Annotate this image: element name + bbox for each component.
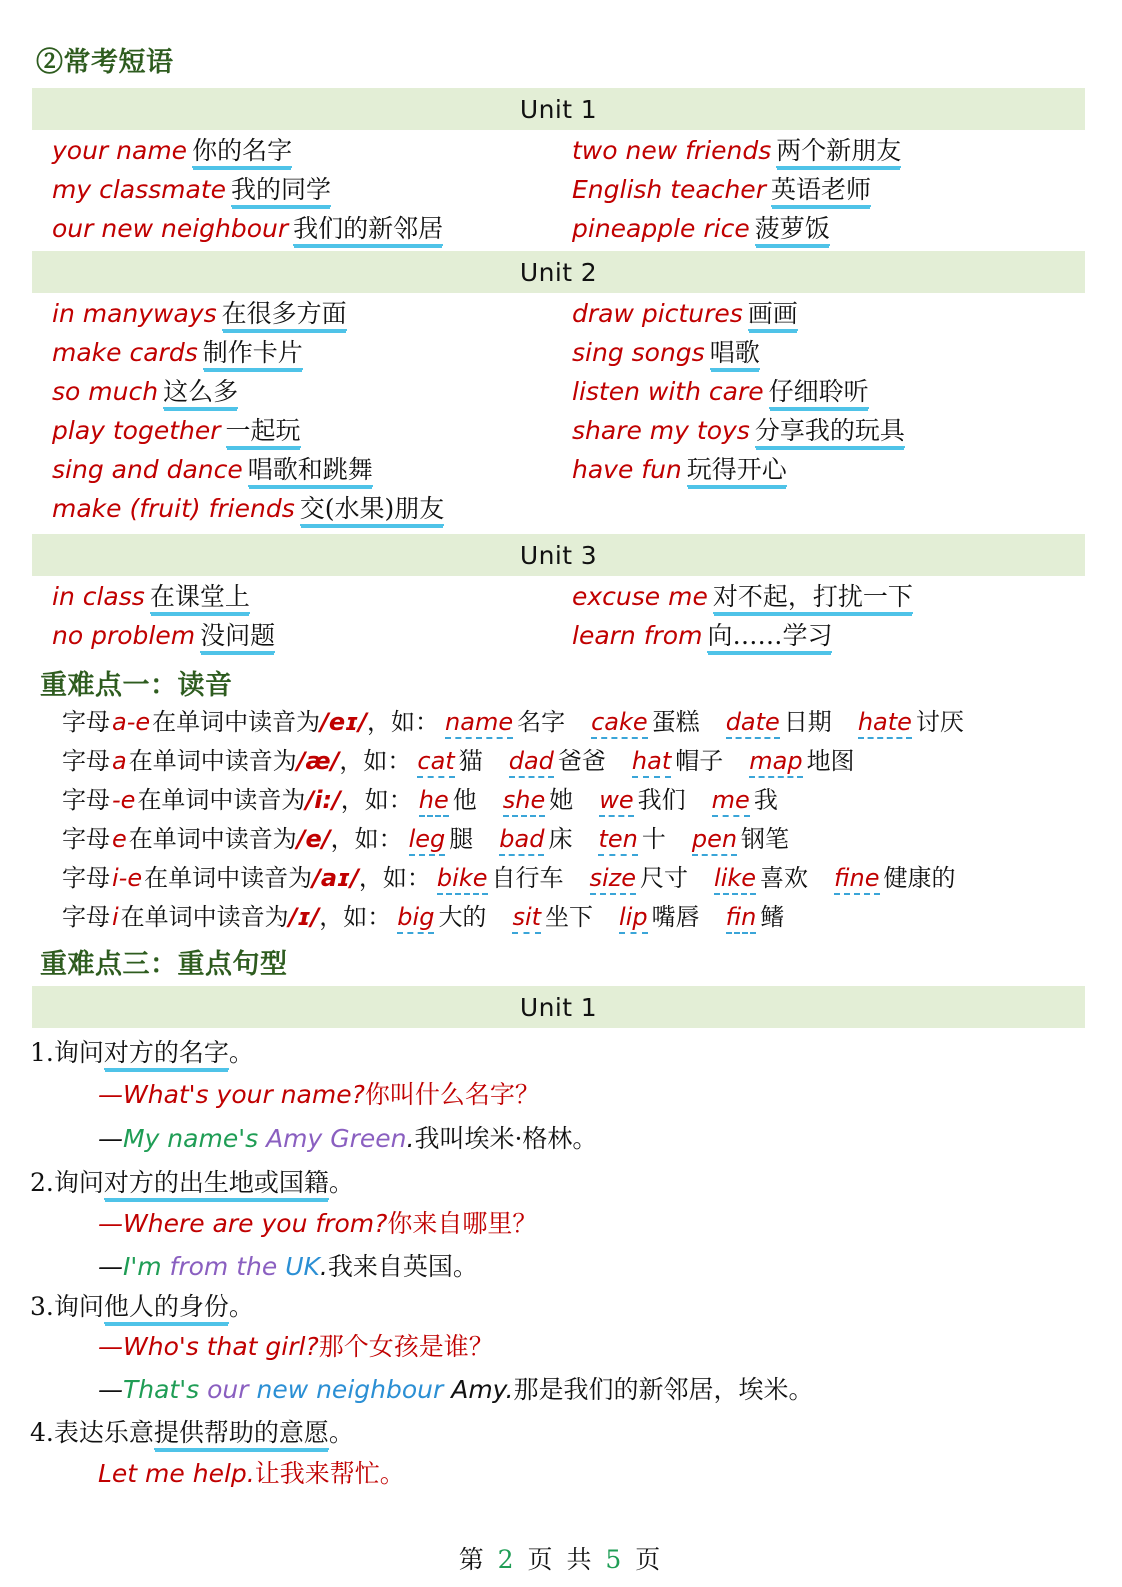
pattern-english-part: That's bbox=[123, 1375, 208, 1404]
phrase-chinese: 两个新朋友 bbox=[776, 136, 901, 168]
pattern-english: Let me help. bbox=[98, 1459, 255, 1488]
pron-example-meaning: 喜欢 bbox=[760, 864, 809, 892]
phrase-english: no problem bbox=[52, 621, 196, 650]
pron-example-word: lip bbox=[619, 903, 648, 934]
pron-example-meaning: 她 bbox=[549, 786, 574, 814]
pron-example-word: map bbox=[749, 747, 802, 778]
phrase-item bbox=[572, 623, 832, 649]
phrase-chinese: 交(水果)朋友 bbox=[300, 494, 445, 526]
phrase-item bbox=[572, 379, 869, 405]
pattern-chinese: 你来自哪里？ bbox=[387, 1209, 538, 1238]
pattern-title-pre: 询问 bbox=[53, 1292, 104, 1321]
pron-example-word: sit bbox=[512, 903, 541, 934]
pron-lead: 字母 bbox=[62, 825, 110, 853]
section-heading-patterns: 重难点三：重点句型 bbox=[40, 949, 288, 980]
phrase-item bbox=[52, 340, 303, 366]
phrase-chinese: 画画 bbox=[748, 299, 798, 331]
phrase-english: so much bbox=[52, 377, 159, 406]
pron-example-word: he bbox=[419, 786, 449, 817]
pron-lead: 字母 bbox=[62, 786, 110, 814]
pron-example bbox=[417, 749, 482, 773]
pattern-chinese: 那个女孩是谁？ bbox=[318, 1332, 494, 1361]
pron-example-word: bike bbox=[437, 864, 488, 895]
unit-band-1 bbox=[32, 88, 1085, 130]
unit-band-patterns bbox=[32, 986, 1085, 1028]
pron-example-meaning: 我 bbox=[753, 786, 778, 814]
pron-mid: 在单词中读音为 bbox=[144, 864, 313, 892]
pattern-title-pre: 询问 bbox=[53, 1168, 104, 1197]
phrase-chinese: 这么多 bbox=[163, 377, 238, 409]
pattern-english-part: our bbox=[207, 1375, 257, 1404]
pron-example-meaning: 帽子 bbox=[675, 747, 724, 775]
page-footer bbox=[0, 1540, 1122, 1576]
section-heading-pronunciation: 重难点一：读音 bbox=[40, 670, 233, 701]
pattern-title-pre: 表达乐意 bbox=[53, 1418, 154, 1447]
phrase-item bbox=[572, 216, 830, 242]
pron-example-word: like bbox=[714, 864, 756, 895]
unit-band-2 bbox=[32, 251, 1085, 293]
pron-ipa: /eɪ/ bbox=[320, 708, 368, 736]
pronunciation-rule bbox=[62, 710, 964, 734]
pron-example-word: hat bbox=[632, 747, 671, 778]
pron-example-meaning: 鳍 bbox=[760, 903, 785, 931]
pattern-english-part: . bbox=[505, 1375, 514, 1404]
phrase-item bbox=[52, 177, 331, 203]
phrase-chinese: 菠萝饭 bbox=[755, 214, 830, 246]
phrase-item bbox=[52, 584, 250, 610]
pattern-english-part: Amy bbox=[443, 1375, 506, 1404]
pron-mid: 在单词中读音为 bbox=[152, 708, 321, 736]
pron-example bbox=[591, 710, 700, 734]
pattern-dash: — bbox=[98, 1124, 123, 1153]
phrase-english: make cards bbox=[52, 338, 198, 367]
phrase-chinese: 制作卡片 bbox=[203, 338, 303, 370]
pron-ipa: /i:/ bbox=[305, 786, 341, 814]
pron-lead: 字母 bbox=[62, 747, 110, 775]
pron-example-word: dad bbox=[509, 747, 554, 778]
phrase-english: your name bbox=[52, 136, 188, 165]
pron-lead: 字母 bbox=[62, 708, 110, 736]
pron-example-meaning: 名字 bbox=[517, 708, 566, 736]
phrase-english: my classmate bbox=[52, 175, 227, 204]
pattern-title-post: 。 bbox=[328, 1418, 354, 1447]
pattern-english-part: UK bbox=[285, 1252, 320, 1281]
pron-example-word: we bbox=[599, 786, 633, 817]
pattern-title-post: 。 bbox=[228, 1038, 254, 1067]
pron-lead: 字母 bbox=[62, 864, 110, 892]
pron-example-meaning: 尺寸 bbox=[640, 864, 689, 892]
pron-example bbox=[726, 710, 832, 734]
unit-band-2-label: Unit 2 bbox=[519, 257, 598, 287]
pron-example-word: hate bbox=[858, 708, 912, 739]
phrase-chinese: 英语老师 bbox=[771, 175, 871, 207]
phrase-english: make (fruit) friends bbox=[52, 494, 295, 523]
pattern-chinese: 我叫埃米·格林。 bbox=[414, 1124, 598, 1153]
pattern-title-underlined: 对方的名字 bbox=[104, 1038, 229, 1070]
pronunciation-rule bbox=[62, 905, 784, 929]
pron-example-word: size bbox=[590, 864, 637, 895]
pattern-title-post: 。 bbox=[228, 1292, 254, 1321]
phrase-item bbox=[52, 138, 292, 164]
pron-example bbox=[590, 866, 689, 890]
phrase-chinese: 我们的新邻居 bbox=[293, 214, 443, 246]
pron-letter: e bbox=[112, 825, 127, 853]
pattern-title-underlined: 他人的身份 bbox=[104, 1292, 229, 1324]
pron-letter: -e bbox=[112, 786, 136, 814]
pron-example-meaning: 钢笔 bbox=[741, 825, 790, 853]
phrase-item bbox=[52, 496, 444, 522]
phrase-chinese: 在课堂上 bbox=[150, 582, 250, 614]
pattern-english-part: Amy Green bbox=[266, 1124, 407, 1153]
pron-example-meaning: 健康的 bbox=[883, 864, 956, 892]
pron-mid: 在单词中读音为 bbox=[120, 903, 289, 931]
pron-example bbox=[712, 788, 778, 812]
pron-example bbox=[437, 866, 564, 890]
pattern-dash: — bbox=[98, 1209, 123, 1238]
pron-example-word: bad bbox=[499, 825, 544, 856]
pron-example bbox=[834, 866, 955, 890]
pron-letter: i-e bbox=[112, 864, 143, 892]
pron-example bbox=[409, 827, 474, 851]
phrase-english: excuse me bbox=[572, 582, 708, 611]
phrase-item bbox=[572, 457, 787, 483]
pattern-statement bbox=[98, 1461, 405, 1486]
phrase-item bbox=[52, 457, 373, 483]
pron-letter: a-e bbox=[112, 708, 151, 736]
pron-example-meaning: 日期 bbox=[783, 708, 832, 736]
pron-example-meaning: 腿 bbox=[449, 825, 474, 853]
phrase-english: two new friends bbox=[572, 136, 772, 165]
pattern-english-part: new neighbour bbox=[256, 1375, 444, 1404]
pron-example-meaning: 嘴唇 bbox=[651, 903, 700, 931]
phrase-item bbox=[52, 216, 443, 242]
pronunciation-rule bbox=[62, 827, 789, 851]
pron-example bbox=[419, 788, 477, 812]
pron-example-meaning: 讨厌 bbox=[915, 708, 964, 736]
pron-example-meaning: 坐下 bbox=[545, 903, 594, 931]
phrase-english: our new neighbour bbox=[52, 214, 289, 243]
pattern-chinese: 那是我们的新邻居，埃米。 bbox=[513, 1375, 814, 1404]
phrase-english: in manyways bbox=[52, 299, 217, 328]
pron-example-word: cake bbox=[591, 708, 648, 739]
pron-example-word: date bbox=[726, 708, 780, 739]
phrase-item bbox=[572, 177, 871, 203]
pron-example-meaning: 自行车 bbox=[491, 864, 564, 892]
pron-sep: ，如： bbox=[367, 708, 440, 736]
footer-prefix: 第 bbox=[458, 1545, 487, 1574]
unit-band-patterns-label: Unit 1 bbox=[519, 992, 598, 1022]
phrase-chinese: 玩得开心 bbox=[687, 455, 787, 487]
pron-example-meaning: 蛋糕 bbox=[651, 708, 700, 736]
pron-example bbox=[445, 710, 565, 734]
pron-example-word: leg bbox=[409, 825, 446, 856]
phrase-english: listen with care bbox=[572, 377, 764, 406]
pron-mid: 在单词中读音为 bbox=[128, 825, 297, 853]
phrase-english: learn from bbox=[572, 621, 703, 650]
phrase-item bbox=[572, 584, 913, 610]
pattern-chinese: 我来自英国。 bbox=[327, 1252, 478, 1281]
pron-example-meaning: 猫 bbox=[458, 747, 483, 775]
pattern-title bbox=[30, 1294, 254, 1319]
pron-sep: ，如： bbox=[319, 903, 392, 931]
phrase-chinese: 你的名字 bbox=[192, 136, 292, 168]
footer-total-pages: 5 bbox=[605, 1545, 625, 1574]
pattern-dash: — bbox=[98, 1332, 123, 1361]
pattern-answer bbox=[98, 1126, 597, 1151]
phrase-english: have fun bbox=[572, 455, 682, 484]
pron-example-word: big bbox=[397, 903, 434, 934]
pattern-number: 1. bbox=[30, 1038, 54, 1067]
pron-ipa: /aɪ/ bbox=[312, 864, 359, 892]
pattern-title bbox=[30, 1040, 254, 1065]
pronunciation-rule bbox=[62, 749, 855, 773]
pattern-question bbox=[98, 1334, 494, 1359]
phrase-chinese: 我的同学 bbox=[231, 175, 331, 207]
pattern-title bbox=[30, 1170, 354, 1195]
phrase-chinese: 仔细聆听 bbox=[769, 377, 869, 409]
pron-letter: i bbox=[112, 903, 119, 931]
pattern-answer bbox=[98, 1254, 478, 1279]
unit-band-3-label: Unit 3 bbox=[519, 540, 598, 570]
phrase-item bbox=[572, 418, 905, 444]
pron-example-word: me bbox=[712, 786, 750, 817]
pattern-english-part: My name's bbox=[123, 1124, 267, 1153]
phrase-english: pineapple rice bbox=[572, 214, 750, 243]
phrase-chinese: 对不起，打扰一下 bbox=[713, 582, 913, 614]
pron-example bbox=[598, 827, 665, 851]
pattern-dash: — bbox=[98, 1080, 123, 1109]
pron-ipa: /æ/ bbox=[296, 747, 340, 775]
pattern-english-part: . bbox=[406, 1124, 415, 1153]
phrase-chinese: 分享我的玩具 bbox=[755, 416, 905, 448]
phrase-item bbox=[52, 379, 238, 405]
pron-example bbox=[726, 905, 785, 929]
pron-example bbox=[503, 788, 573, 812]
pron-example-word: fine bbox=[834, 864, 879, 895]
pron-example bbox=[512, 905, 593, 929]
pron-example-meaning: 我们 bbox=[637, 786, 686, 814]
pattern-title-underlined: 对方的出生地或国籍 bbox=[104, 1168, 329, 1200]
pattern-number: 4. bbox=[30, 1418, 54, 1447]
pron-example bbox=[692, 827, 789, 851]
phrase-english: share my toys bbox=[572, 416, 750, 445]
pattern-question bbox=[98, 1211, 537, 1236]
pron-example bbox=[619, 905, 700, 929]
pattern-dash: — bbox=[98, 1375, 123, 1404]
phrase-chinese: 没问题 bbox=[200, 621, 275, 653]
pron-example-word: name bbox=[445, 708, 513, 739]
pattern-english: Where are you from? bbox=[123, 1209, 388, 1238]
phrase-english: play together bbox=[52, 416, 221, 445]
footer-current-page: 2 bbox=[497, 1545, 517, 1574]
phrase-item bbox=[52, 301, 347, 327]
phrase-chinese: 在很多方面 bbox=[222, 299, 347, 331]
footer-mid: 页 共 bbox=[527, 1545, 595, 1574]
pron-mid: 在单词中读音为 bbox=[137, 786, 306, 814]
pron-sep: ，如： bbox=[339, 747, 412, 775]
phrase-english: sing songs bbox=[572, 338, 705, 367]
pron-example bbox=[397, 905, 486, 929]
pattern-english-part: I'm bbox=[123, 1252, 170, 1281]
phrase-item bbox=[52, 623, 275, 649]
pronunciation-rule bbox=[62, 788, 778, 812]
pron-example bbox=[599, 788, 685, 812]
pron-sep: ，如： bbox=[340, 786, 413, 814]
pron-example-meaning: 十 bbox=[641, 825, 666, 853]
phrase-chinese: 一起玩 bbox=[226, 416, 301, 448]
phrase-item bbox=[572, 138, 901, 164]
pattern-title-underlined: 提供帮助的意愿 bbox=[154, 1418, 329, 1450]
pron-example-word: ten bbox=[598, 825, 637, 856]
phrase-chinese: 唱歌和跳舞 bbox=[248, 455, 373, 487]
pattern-english: What's your name? bbox=[123, 1080, 365, 1109]
phrase-item bbox=[52, 418, 301, 444]
pattern-title-pre: 询问 bbox=[53, 1038, 104, 1067]
pron-example bbox=[858, 710, 964, 734]
pattern-question bbox=[98, 1082, 540, 1107]
pron-example-meaning: 爸爸 bbox=[557, 747, 606, 775]
pattern-chinese: 你叫什么名字？ bbox=[364, 1080, 540, 1109]
pron-example-word: pen bbox=[692, 825, 737, 856]
pron-example-word: cat bbox=[417, 747, 454, 778]
phrase-item bbox=[572, 340, 760, 366]
pattern-title-post: 。 bbox=[328, 1168, 354, 1197]
pron-mid: 在单词中读音为 bbox=[128, 747, 297, 775]
unit-band-1-label: Unit 1 bbox=[519, 94, 598, 124]
pron-letter: a bbox=[112, 747, 127, 775]
pron-example bbox=[632, 749, 723, 773]
pattern-dash: — bbox=[98, 1252, 123, 1281]
unit-band-3 bbox=[32, 534, 1085, 576]
pron-example-meaning: 地图 bbox=[806, 747, 855, 775]
pattern-number: 3. bbox=[30, 1292, 54, 1321]
phrase-english: draw pictures bbox=[572, 299, 743, 328]
pattern-english: Who's that girl? bbox=[123, 1332, 319, 1361]
phrase-english: English teacher bbox=[572, 175, 766, 204]
pron-example-meaning: 床 bbox=[548, 825, 573, 853]
phrase-english: in class bbox=[52, 582, 145, 611]
phrase-chinese: 向……学习 bbox=[707, 621, 832, 653]
pron-example bbox=[499, 827, 572, 851]
phrase-item bbox=[572, 301, 798, 327]
pron-sep: ，如： bbox=[330, 825, 403, 853]
pron-ipa: /ɪ/ bbox=[288, 903, 320, 931]
pron-ipa: /e/ bbox=[296, 825, 331, 853]
phrase-chinese: 唱歌 bbox=[710, 338, 760, 370]
pron-example-meaning: 大的 bbox=[438, 903, 487, 931]
pattern-title bbox=[30, 1420, 354, 1445]
pattern-number: 2. bbox=[30, 1168, 54, 1197]
footer-suffix: 页 bbox=[635, 1545, 664, 1574]
phrase-english: sing and dance bbox=[52, 455, 243, 484]
pron-example bbox=[509, 749, 606, 773]
pattern-chinese: 让我来帮忙。 bbox=[254, 1459, 405, 1488]
pron-example-word: fin bbox=[726, 903, 757, 934]
pron-lead: 字母 bbox=[62, 903, 110, 931]
pron-example-word: she bbox=[503, 786, 545, 817]
section-heading-phrases: ②常考短语 bbox=[36, 47, 174, 78]
pron-example bbox=[749, 749, 854, 773]
pattern-english-part: from the bbox=[169, 1252, 286, 1281]
pron-example bbox=[714, 866, 808, 890]
pron-sep: ，如： bbox=[358, 864, 431, 892]
pron-example-meaning: 他 bbox=[452, 786, 477, 814]
pronunciation-rule bbox=[62, 866, 956, 890]
pattern-answer bbox=[98, 1377, 814, 1402]
pattern-english-part: . bbox=[319, 1252, 328, 1281]
